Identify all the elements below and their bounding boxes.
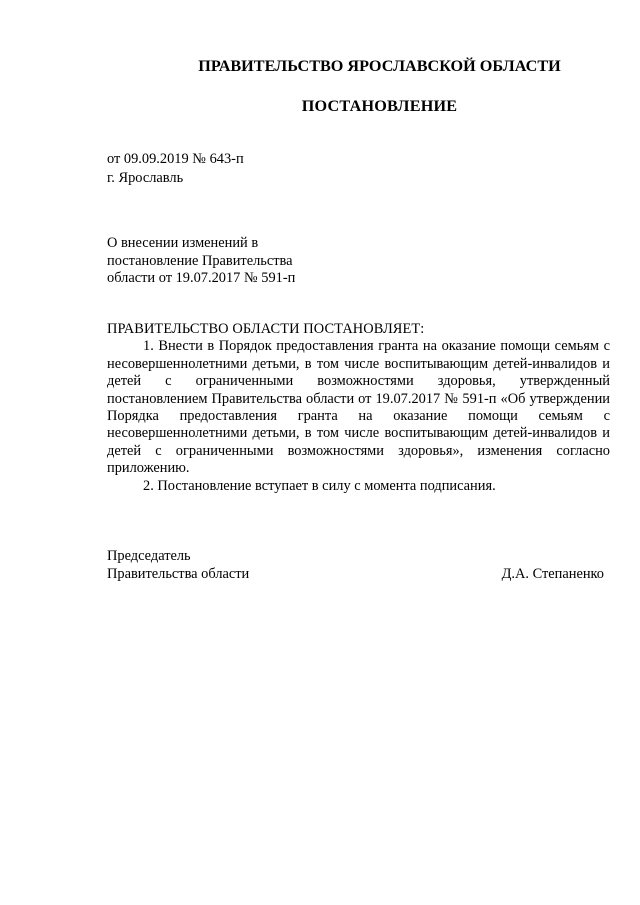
government-header: ПРАВИТЕЛЬСТВО ЯРОСЛАВСКОЙ ОБЛАСТИ [198, 57, 561, 75]
body-paragraph-2: 2. Постановление вступает в силу с момента подписания. [143, 477, 496, 494]
signatory-title-line2: Правительства области [107, 566, 250, 582]
date-number-line: от 09.09.2019 № 643-п [107, 151, 244, 167]
signatory-title-line1: Председатель [107, 548, 191, 564]
resolution-preamble: ПРАВИТЕЛЬСТВО ОБЛАСТИ ПОСТАНОВЛЯЕТ: [107, 321, 425, 337]
subject-line: постановление Правительства [107, 252, 293, 269]
document-meta [107, 150, 244, 188]
signature-row [107, 565, 604, 583]
subject-line: области от 19.07.2017 № 591-п [107, 270, 296, 286]
signatory-name: Д.А. Степаненко [501, 566, 604, 582]
document-subject [107, 235, 295, 288]
document-type-title: ПОСТАНОВЛЕНИЕ [301, 97, 458, 115]
document-body [107, 321, 610, 495]
body-paragraph-1: 1. Внести в Порядок предоставления гранта на оказание помощи семьям с несовершеннолетними детьми, в том числе воспитывающим детей-инвалидов и детей с ограниченными возможностями здоровья, утвержденный постановлением Правительства области от 19.07.2017 № 591-п «Об утверждении Порядка предоставления гранта на оказание помощи семьям с несовершеннолетними детьми, в том числе воспитывающим детей-инвалидов и детей с ограниченными возможностями здоровья», изменения согласно приложению. [107, 338, 610, 477]
signature-block [107, 547, 604, 583]
subject-line: О внесении изменений в [107, 235, 259, 251]
city-line: г. Ярославль [107, 170, 184, 186]
